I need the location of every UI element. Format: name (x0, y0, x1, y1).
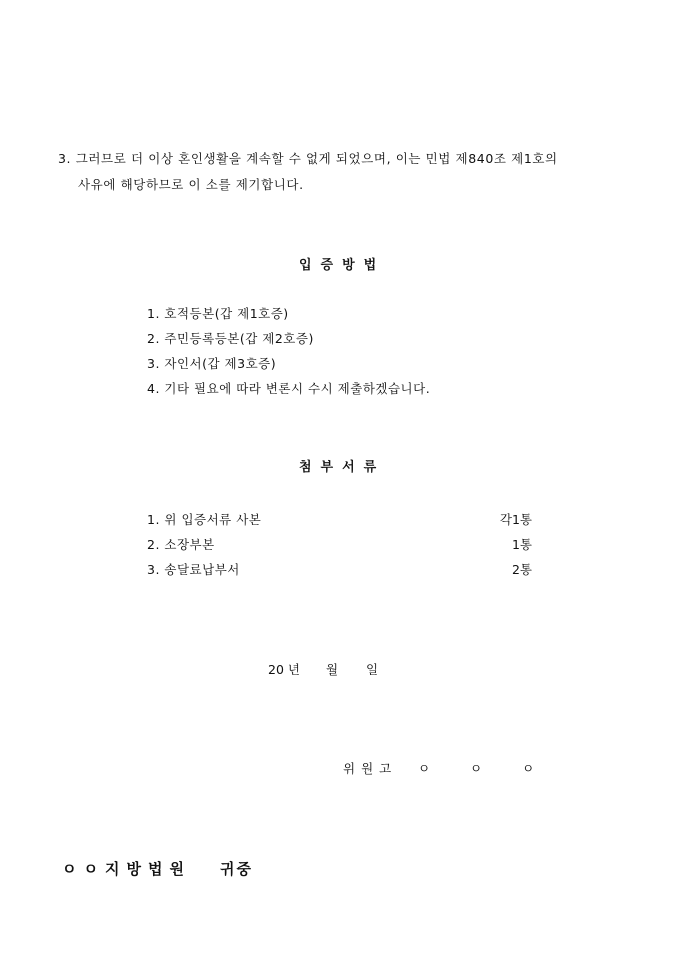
evidence-item-1: 1. 호적등본(갑 제1호증) (147, 306, 289, 321)
body-paragraph-line-1: 3. 그러므로 더 이상 혼인생활을 계속할 수 없게 되었으며, 이는 민법 제840조 제1호의 (58, 151, 558, 166)
attachment-item-3-name: 3. 송달료납부서 (147, 562, 240, 577)
attachment-item-2-name: 2. 소장부본 (147, 537, 215, 552)
evidence-item-2: 2. 주민등록등본(갑 제2호증) (147, 331, 314, 346)
evidence-item-4: 4. 기타 필요에 따라 변론시 수시 제출하겠습니다. (147, 381, 431, 396)
court-name: ㅇㅇ지방법원 (62, 860, 191, 878)
signature-label: 위원고 (343, 761, 398, 776)
attachments-heading: 첨부서류 (299, 460, 386, 475)
date-line (268, 660, 378, 678)
evidence-heading: 입증방법 (299, 258, 386, 273)
evidence-item-3: 3. 자인서(갑 제3호증) (147, 356, 277, 371)
date-day: 일 (366, 662, 379, 677)
attachment-item-2-count: 1통 (511, 537, 532, 552)
attachment-item-1-name: 1. 위 입증서류 사본 (147, 512, 262, 527)
signature-name: ㅇ ㅇ ㅇ (418, 761, 553, 776)
date-month: 월 (325, 662, 339, 677)
attachment-item-1-count: 각1통 (499, 512, 532, 527)
attachment-item-3-count: 2통 (511, 562, 532, 577)
date-year: 20 년 (268, 662, 300, 677)
court-suffix: 귀중 (220, 860, 253, 878)
body-paragraph-line-2: 사유에 해당하므로 이 소를 제기합니다. (78, 177, 304, 192)
